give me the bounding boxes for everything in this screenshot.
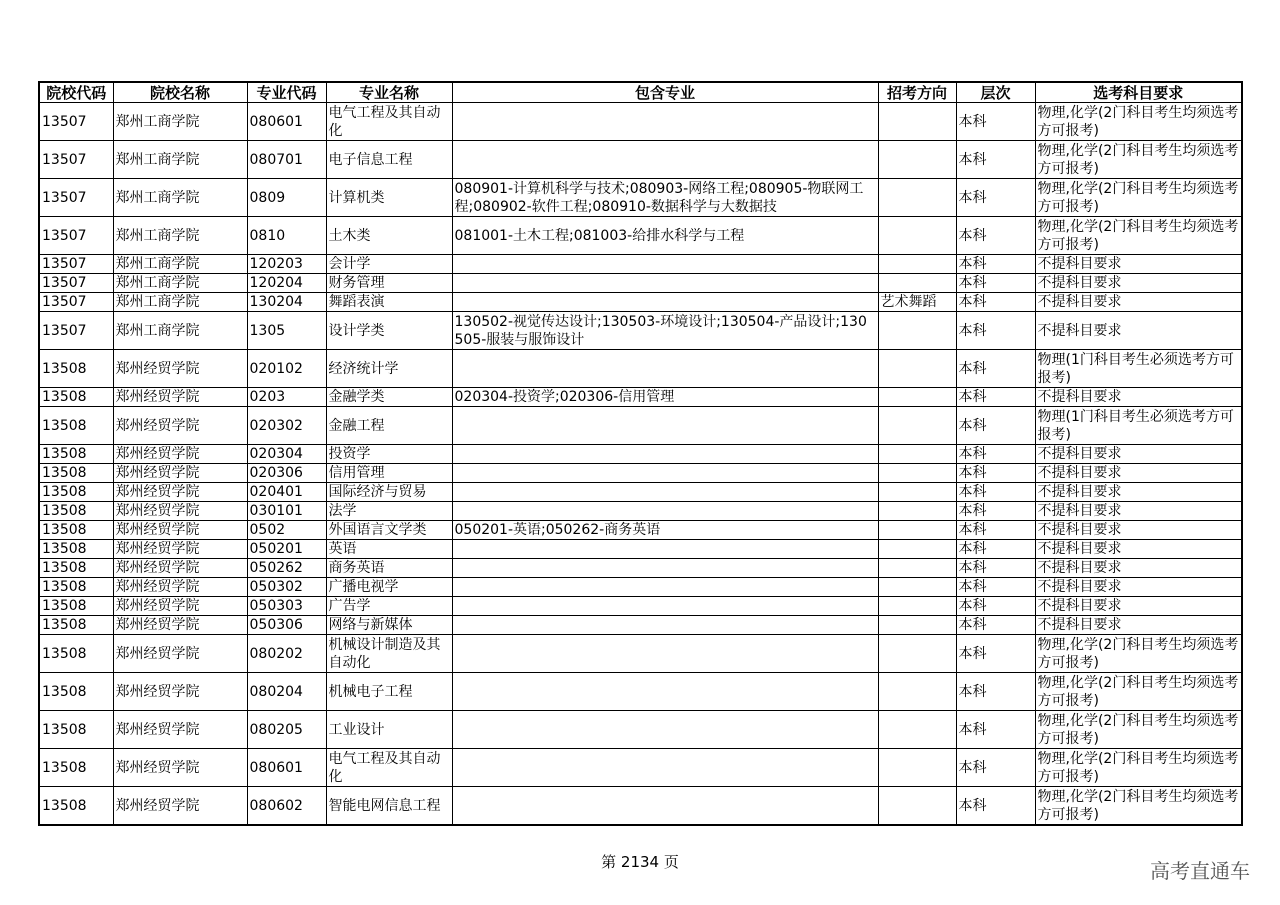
cell-direction xyxy=(878,464,956,483)
cell-subject-requirement: 不提科目要求 xyxy=(1035,578,1242,597)
cell-major-name: 土木类 xyxy=(326,217,452,255)
cell-direction xyxy=(878,597,956,616)
cell-subject-requirement: 不提科目要求 xyxy=(1035,502,1242,521)
cell-level: 本科 xyxy=(956,559,1035,578)
cell-subject-requirement: 不提科目要求 xyxy=(1035,616,1242,635)
cell-major-name: 机械设计制造及其自动化 xyxy=(326,635,452,673)
cell-subject-requirement: 不提科目要求 xyxy=(1035,274,1242,293)
table-row xyxy=(39,445,1242,464)
cell-school-code: 13507 xyxy=(39,255,113,274)
cell-direction xyxy=(878,407,956,445)
cell-school-name: 郑州工商学院 xyxy=(113,255,247,274)
cell-direction xyxy=(878,559,956,578)
cell-included-majors: 081001-土木工程;081003-给排水科学与工程 xyxy=(452,217,878,255)
cell-school-name: 郑州经贸学院 xyxy=(113,559,247,578)
cell-included-majors xyxy=(452,635,878,673)
cell-level: 本科 xyxy=(956,635,1035,673)
cell-level: 本科 xyxy=(956,787,1035,826)
cell-school-code: 13508 xyxy=(39,521,113,540)
table-row xyxy=(39,597,1242,616)
cell-direction xyxy=(878,217,956,255)
cell-included-majors xyxy=(452,578,878,597)
cell-major-code: 0203 xyxy=(247,388,326,407)
cell-direction xyxy=(878,673,956,711)
cell-major-code: 120203 xyxy=(247,255,326,274)
header-subject-requirement: 选考科目要求 xyxy=(1035,82,1242,103)
cell-direction xyxy=(878,255,956,274)
cell-direction xyxy=(878,103,956,141)
cell-direction xyxy=(878,483,956,502)
cell-school-name: 郑州工商学院 xyxy=(113,274,247,293)
cell-included-majors xyxy=(452,483,878,502)
cell-level: 本科 xyxy=(956,350,1035,388)
cell-included-majors xyxy=(452,749,878,787)
table-row xyxy=(39,502,1242,521)
cell-level: 本科 xyxy=(956,502,1035,521)
cell-included-majors xyxy=(452,464,878,483)
cell-major-name: 金融学类 xyxy=(326,388,452,407)
cell-level: 本科 xyxy=(956,749,1035,787)
cell-direction xyxy=(878,749,956,787)
cell-subject-requirement: 不提科目要求 xyxy=(1035,255,1242,274)
cell-subject-requirement: 物理,化学(2门科目考生均须选考方可报考) xyxy=(1035,141,1242,179)
header-major-code: 专业代码 xyxy=(247,82,326,103)
cell-school-code: 13508 xyxy=(39,673,113,711)
cell-major-code: 030101 xyxy=(247,502,326,521)
cell-level: 本科 xyxy=(956,103,1035,141)
cell-included-majors xyxy=(452,445,878,464)
cell-included-majors xyxy=(452,274,878,293)
cell-school-name: 郑州经贸学院 xyxy=(113,502,247,521)
cell-school-name: 郑州工商学院 xyxy=(113,141,247,179)
cell-subject-requirement: 不提科目要求 xyxy=(1035,312,1242,350)
cell-direction xyxy=(878,540,956,559)
cell-major-name: 国际经济与贸易 xyxy=(326,483,452,502)
cell-subject-requirement: 不提科目要求 xyxy=(1035,540,1242,559)
cell-level: 本科 xyxy=(956,483,1035,502)
cell-direction xyxy=(878,616,956,635)
cell-school-name: 郑州经贸学院 xyxy=(113,483,247,502)
table-row xyxy=(39,673,1242,711)
cell-school-code: 13508 xyxy=(39,445,113,464)
header-school-code: 院校代码 xyxy=(39,82,113,103)
cell-school-code: 13508 xyxy=(39,711,113,749)
cell-major-name: 会计学 xyxy=(326,255,452,274)
table-row xyxy=(39,255,1242,274)
header-direction: 招考方向 xyxy=(878,82,956,103)
cell-level: 本科 xyxy=(956,540,1035,559)
table-row xyxy=(39,464,1242,483)
cell-school-code: 13508 xyxy=(39,388,113,407)
cell-level: 本科 xyxy=(956,711,1035,749)
cell-major-name: 电气工程及其自动化 xyxy=(326,749,452,787)
cell-major-code: 130204 xyxy=(247,293,326,312)
cell-major-code: 050302 xyxy=(247,578,326,597)
cell-major-name: 外国语言文学类 xyxy=(326,521,452,540)
cell-subject-requirement: 不提科目要求 xyxy=(1035,597,1242,616)
cell-subject-requirement: 不提科目要求 xyxy=(1035,464,1242,483)
cell-major-name: 法学 xyxy=(326,502,452,521)
cell-major-code: 080601 xyxy=(247,749,326,787)
table-row xyxy=(39,635,1242,673)
table-row xyxy=(39,388,1242,407)
cell-major-code: 1305 xyxy=(247,312,326,350)
cell-major-code: 020306 xyxy=(247,464,326,483)
cell-school-code: 13508 xyxy=(39,578,113,597)
cell-subject-requirement: 物理(1门科目考生必须选考方可报考) xyxy=(1035,407,1242,445)
cell-major-name: 电子信息工程 xyxy=(326,141,452,179)
cell-school-code: 13508 xyxy=(39,502,113,521)
cell-level: 本科 xyxy=(956,388,1035,407)
cell-school-code: 13507 xyxy=(39,293,113,312)
table-row xyxy=(39,274,1242,293)
cell-major-code: 080601 xyxy=(247,103,326,141)
table-row xyxy=(39,711,1242,749)
cell-level: 本科 xyxy=(956,445,1035,464)
cell-included-majors: 020304-投资学;020306-信用管理 xyxy=(452,388,878,407)
table-row xyxy=(39,540,1242,559)
cell-school-name: 郑州工商学院 xyxy=(113,179,247,217)
table-row xyxy=(39,350,1242,388)
cell-level: 本科 xyxy=(956,255,1035,274)
cell-school-name: 郑州经贸学院 xyxy=(113,350,247,388)
table-header-row xyxy=(39,82,1242,103)
cell-included-majors xyxy=(452,673,878,711)
header-included-majors: 包含专业 xyxy=(452,82,878,103)
cell-school-code: 13508 xyxy=(39,559,113,578)
cell-level: 本科 xyxy=(956,616,1035,635)
cell-school-code: 13507 xyxy=(39,141,113,179)
table-row xyxy=(39,616,1242,635)
cell-direction xyxy=(878,502,956,521)
cell-school-name: 郑州经贸学院 xyxy=(113,464,247,483)
cell-major-code: 120204 xyxy=(247,274,326,293)
cell-school-name: 郑州经贸学院 xyxy=(113,616,247,635)
cell-direction xyxy=(878,635,956,673)
cell-included-majors xyxy=(452,711,878,749)
cell-subject-requirement: 物理,化学(2门科目考生均须选考方可报考) xyxy=(1035,787,1242,826)
cell-major-code: 020304 xyxy=(247,445,326,464)
cell-major-name: 信用管理 xyxy=(326,464,452,483)
cell-subject-requirement: 不提科目要求 xyxy=(1035,559,1242,578)
table-row xyxy=(39,217,1242,255)
table-row xyxy=(39,293,1242,312)
cell-included-majors xyxy=(452,103,878,141)
table-row xyxy=(39,179,1242,217)
cell-major-code: 080204 xyxy=(247,673,326,711)
cell-school-name: 郑州经贸学院 xyxy=(113,787,247,826)
cell-included-majors: 080901-计算机科学与技术;080903-网络工程;080905-物联网工程;080902-软件工程;080910-数据科学与大数据技 xyxy=(452,179,878,217)
cell-included-majors xyxy=(452,255,878,274)
cell-major-name: 商务英语 xyxy=(326,559,452,578)
cell-major-code: 050262 xyxy=(247,559,326,578)
cell-direction xyxy=(878,312,956,350)
table-row xyxy=(39,312,1242,350)
cell-major-name: 舞蹈表演 xyxy=(326,293,452,312)
watermark: 高考直通车 xyxy=(1150,859,1250,883)
cell-major-name: 广告学 xyxy=(326,597,452,616)
cell-subject-requirement: 不提科目要求 xyxy=(1035,445,1242,464)
cell-included-majors: 130502-视觉传达设计;130503-环境设计;130504-产品设计;130505-服装与服饰设计 xyxy=(452,312,878,350)
table-row xyxy=(39,103,1242,141)
header-major-name: 专业名称 xyxy=(326,82,452,103)
cell-direction xyxy=(878,179,956,217)
cell-school-name: 郑州工商学院 xyxy=(113,312,247,350)
table-row xyxy=(39,578,1242,597)
cell-major-code: 020302 xyxy=(247,407,326,445)
cell-major-name: 经济统计学 xyxy=(326,350,452,388)
header-school-name: 院校名称 xyxy=(113,82,247,103)
cell-level: 本科 xyxy=(956,217,1035,255)
cell-subject-requirement: 物理,化学(2门科目考生均须选考方可报考) xyxy=(1035,635,1242,673)
cell-major-code: 080205 xyxy=(247,711,326,749)
cell-direction xyxy=(878,350,956,388)
table-row xyxy=(39,521,1242,540)
cell-major-name: 广播电视学 xyxy=(326,578,452,597)
cell-subject-requirement: 不提科目要求 xyxy=(1035,483,1242,502)
cell-major-code: 080701 xyxy=(247,141,326,179)
cell-school-code: 13507 xyxy=(39,312,113,350)
cell-level: 本科 xyxy=(956,407,1035,445)
cell-major-name: 智能电网信息工程 xyxy=(326,787,452,826)
cell-included-majors xyxy=(452,787,878,826)
cell-level: 本科 xyxy=(956,578,1035,597)
cell-included-majors xyxy=(452,293,878,312)
cell-subject-requirement: 物理,化学(2门科目考生均须选考方可报考) xyxy=(1035,217,1242,255)
cell-school-code: 13508 xyxy=(39,464,113,483)
cell-direction: 艺术舞蹈 xyxy=(878,293,956,312)
cell-direction xyxy=(878,274,956,293)
header-level: 层次 xyxy=(956,82,1035,103)
cell-major-code: 020401 xyxy=(247,483,326,502)
cell-included-majors xyxy=(452,502,878,521)
cell-school-name: 郑州经贸学院 xyxy=(113,635,247,673)
cell-level: 本科 xyxy=(956,521,1035,540)
cell-school-name: 郑州工商学院 xyxy=(113,103,247,141)
table-row xyxy=(39,407,1242,445)
cell-major-code: 020102 xyxy=(247,350,326,388)
cell-school-name: 郑州工商学院 xyxy=(113,293,247,312)
cell-major-name: 计算机类 xyxy=(326,179,452,217)
cell-included-majors xyxy=(452,559,878,578)
cell-direction xyxy=(878,521,956,540)
cell-subject-requirement: 物理,化学(2门科目考生均须选考方可报考) xyxy=(1035,179,1242,217)
admissions-table xyxy=(38,81,1243,826)
cell-direction xyxy=(878,787,956,826)
cell-school-name: 郑州经贸学院 xyxy=(113,521,247,540)
cell-subject-requirement: 不提科目要求 xyxy=(1035,293,1242,312)
cell-included-majors xyxy=(452,350,878,388)
cell-school-code: 13507 xyxy=(39,103,113,141)
cell-major-name: 英语 xyxy=(326,540,452,559)
cell-direction xyxy=(878,388,956,407)
cell-major-name: 电气工程及其自动化 xyxy=(326,103,452,141)
cell-included-majors xyxy=(452,407,878,445)
cell-school-code: 13508 xyxy=(39,749,113,787)
table-row xyxy=(39,141,1242,179)
cell-school-code: 13507 xyxy=(39,179,113,217)
cell-level: 本科 xyxy=(956,673,1035,711)
cell-school-code: 13508 xyxy=(39,787,113,826)
cell-school-name: 郑州工商学院 xyxy=(113,217,247,255)
cell-major-name: 网络与新媒体 xyxy=(326,616,452,635)
cell-level: 本科 xyxy=(956,464,1035,483)
cell-level: 本科 xyxy=(956,141,1035,179)
cell-level: 本科 xyxy=(956,293,1035,312)
cell-subject-requirement: 物理,化学(2门科目考生均须选考方可报考) xyxy=(1035,673,1242,711)
cell-subject-requirement: 不提科目要求 xyxy=(1035,521,1242,540)
cell-included-majors: 050201-英语;050262-商务英语 xyxy=(452,521,878,540)
cell-school-name: 郑州经贸学院 xyxy=(113,597,247,616)
cell-included-majors xyxy=(452,141,878,179)
cell-subject-requirement: 物理(1门科目考生必须选考方可报考) xyxy=(1035,350,1242,388)
cell-school-code: 13508 xyxy=(39,597,113,616)
cell-major-code: 0810 xyxy=(247,217,326,255)
cell-school-code: 13508 xyxy=(39,483,113,502)
cell-school-name: 郑州经贸学院 xyxy=(113,540,247,559)
cell-level: 本科 xyxy=(956,312,1035,350)
cell-school-code: 13508 xyxy=(39,540,113,559)
cell-school-name: 郑州经贸学院 xyxy=(113,388,247,407)
cell-major-code: 0809 xyxy=(247,179,326,217)
cell-major-code: 050303 xyxy=(247,597,326,616)
table-row xyxy=(39,787,1242,826)
cell-school-name: 郑州经贸学院 xyxy=(113,407,247,445)
cell-major-name: 设计学类 xyxy=(326,312,452,350)
cell-direction xyxy=(878,711,956,749)
cell-school-name: 郑州经贸学院 xyxy=(113,445,247,464)
cell-direction xyxy=(878,141,956,179)
cell-direction xyxy=(878,445,956,464)
cell-direction xyxy=(878,578,956,597)
cell-subject-requirement: 物理,化学(2门科目考生均须选考方可报考) xyxy=(1035,749,1242,787)
cell-level: 本科 xyxy=(956,274,1035,293)
cell-major-code: 050306 xyxy=(247,616,326,635)
cell-major-code: 0502 xyxy=(247,521,326,540)
cell-major-name: 工业设计 xyxy=(326,711,452,749)
cell-school-name: 郑州经贸学院 xyxy=(113,578,247,597)
cell-major-name: 财务管理 xyxy=(326,274,452,293)
cell-included-majors xyxy=(452,597,878,616)
cell-major-name: 投资学 xyxy=(326,445,452,464)
table-row xyxy=(39,483,1242,502)
cell-major-code: 080202 xyxy=(247,635,326,673)
cell-included-majors xyxy=(452,616,878,635)
cell-school-code: 13507 xyxy=(39,274,113,293)
cell-school-code: 13508 xyxy=(39,350,113,388)
cell-school-name: 郑州经贸学院 xyxy=(113,711,247,749)
cell-school-code: 13508 xyxy=(39,407,113,445)
cell-included-majors xyxy=(452,540,878,559)
page-number: 第 2134 页 xyxy=(601,853,679,871)
cell-school-code: 13507 xyxy=(39,217,113,255)
cell-school-code: 13508 xyxy=(39,635,113,673)
cell-school-name: 郑州经贸学院 xyxy=(113,673,247,711)
cell-school-code: 13508 xyxy=(39,616,113,635)
cell-major-name: 机械电子工程 xyxy=(326,673,452,711)
cell-school-name: 郑州经贸学院 xyxy=(113,749,247,787)
table-row xyxy=(39,749,1242,787)
cell-subject-requirement: 物理,化学(2门科目考生均须选考方可报考) xyxy=(1035,711,1242,749)
cell-major-code: 050201 xyxy=(247,540,326,559)
cell-level: 本科 xyxy=(956,597,1035,616)
table-body xyxy=(39,103,1242,826)
cell-subject-requirement: 物理,化学(2门科目考生均须选考方可报考) xyxy=(1035,103,1242,141)
cell-subject-requirement: 不提科目要求 xyxy=(1035,388,1242,407)
cell-major-name: 金融工程 xyxy=(326,407,452,445)
table-row xyxy=(39,559,1242,578)
cell-major-code: 080602 xyxy=(247,787,326,826)
cell-level: 本科 xyxy=(956,179,1035,217)
